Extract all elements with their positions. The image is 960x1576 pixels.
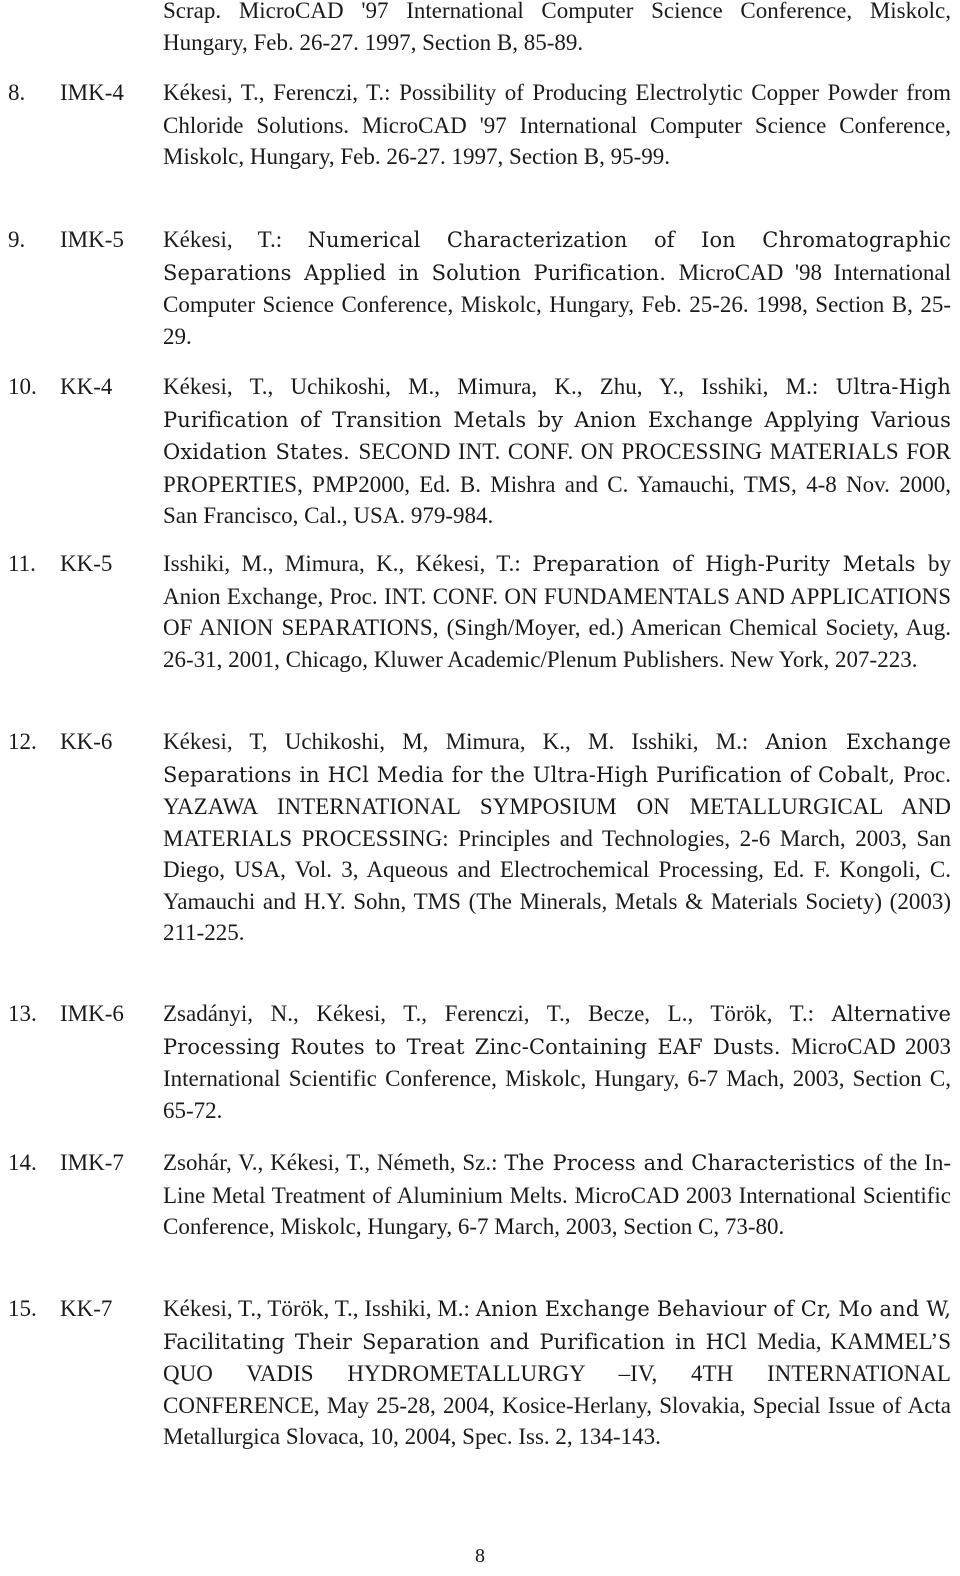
- reference-details: by Anion Exchange, Proc. INT. CONF. ON FUNDAMENTALS AND APPLICATIONS OF ANION SEPARATIONS, (Singh/Moyer, ed.) American Chemical Society, Aug. 26-31, 2001, Chicago, Kluwer Academic/Plenum Publishers. New York, 207-223.: [163, 551, 951, 672]
- reference-code: KK-6: [60, 729, 113, 754]
- reference-number: 8.: [8, 80, 26, 105]
- reference-number: 9.: [8, 227, 26, 252]
- reference-authors: Kékesi, T.:: [163, 227, 308, 252]
- reference-code: IMK-7: [60, 1150, 124, 1175]
- reference-details: Possibility of Producing Electrolytic Copper Powder from Chloride Solutions. MicroCAD '97 International Computer Science Conference, Miskolc, Hungary, Feb. 26-27. 1997, Section B, 95-99.: [163, 80, 951, 169]
- reference-text: [163, 224, 951, 352]
- reference-title: Numerical Characterization of Ion Chromatographic Separations Applied in Solution Purification.: [163, 228, 952, 285]
- reference-number: 10.: [8, 374, 37, 399]
- reference-number: 13.: [8, 1001, 37, 1026]
- reference-code: KK-5: [60, 551, 113, 576]
- reference-text: [163, 1293, 951, 1453]
- reference-authors: Isshiki, M., Mimura, K., Kékesi, T.:: [163, 551, 533, 576]
- reference-number: 14.: [8, 1150, 37, 1175]
- reference-title: Ultra-High Purification of Transition Metals by Anion Exchange Applying Various Oxidation States.: [163, 375, 951, 464]
- reference-details: SECOND INT. CONF. ON PROCESSING MATERIALS FOR PROPERTIES, PMP2000, Ed. B. Mishra and C. Yamauchi, TMS, 4-8 Nov. 2000, San Francisco, Cal., USA. 979-984.: [163, 439, 951, 528]
- reference-details: MicroCAD '98 International Computer Science Conference, Miskolc, Hungary, Feb. 25-26. 1998, Section B, 25-29.: [163, 259, 952, 349]
- reference-authors: Kékesi, T., Ferenczi, T.:: [163, 80, 400, 105]
- reference-text: [163, 998, 951, 1126]
- reference-code: IMK-6: [60, 1001, 124, 1026]
- reference-text: [163, 77, 951, 173]
- reference-text: [163, 1147, 951, 1243]
- reference-details: of the In-Line Metal Treatment of Aluminium Melts. MicroCAD 2003 International Scientific Conference, Miskolc, Hungary, 6-7 March, 2003, Section C, 73-80.: [163, 1150, 951, 1239]
- reference-authors: Zsadányi, N., Kékesi, T., Ferenczi, T., Becze, L., Török, T.:: [163, 1001, 832, 1026]
- reference-details: Proc. YAZAWA INTERNATIONAL SYMPOSIUM ON METALLURGICAL AND MATERIALS PROCESSING: Principles and Technologies, 2-6 March, 2003, San Diego, USA, Vol. 3, Aqueous and Electrochemical Processing, Ed. F. Kongoli, C. Yamauchi and H.Y. Sohn, TMS (The Minerals, Metals & Materials Society) (2003) 211-225.: [163, 761, 951, 945]
- reference-code: KK-4: [60, 374, 113, 399]
- reference-text: [163, 548, 951, 675]
- reference-authors: Zsohár, V., Kékesi, T., Németh, Sz.:: [163, 1150, 505, 1175]
- reference-number: 12.: [8, 729, 37, 754]
- reference-authors: Kékesi, T, Uchikoshi, M, Mimura, K., M. Isshiki, M.:: [163, 729, 766, 754]
- reference-details: MicroCAD 2003 International Scientific Conference, Miskolc, Hungary, 6-7 Mach, 2003, Section C, 65-72.: [163, 1033, 951, 1123]
- reference-code: IMK-4: [60, 80, 124, 105]
- reference-details: Media, KAMMEL’S QUO VADIS HYDROMETALLURGY –IV, 4TH INTERNATIONAL CONFERENCE, May 25-28, 2004, Kosice-Herlany, Slovakia, Special Issue of Acta Metallurgica Slovaca, 10, 2004, Spec. Iss. 2, 134-143.: [163, 1328, 951, 1449]
- reference-title: The Process and Characteristics: [504, 1151, 864, 1175]
- reference-text: [163, 726, 951, 949]
- reference-text: [163, 371, 951, 532]
- reference-title: Alternative Processing Routes to Treat Zinc-Containing EAF Dusts.: [163, 1002, 951, 1059]
- reference-authors: Kékesi, T., Uchikoshi, M., Mimura, K., Zhu, Y., Isshiki, M.:: [163, 374, 836, 399]
- reference-number: 15.: [8, 1296, 37, 1321]
- continued-reference-text: Scrap. MicroCAD '97 International Computer Science Conference, Miskolc, Hungary, Feb. 26-27. 1997, Section B, 85-89.: [163, 0, 951, 55]
- reference-title: Anion Exchange Behaviour of Cr, Mo and W, Facilitating Their Separation and Purification in HCl: [163, 1297, 951, 1354]
- reference-authors: Kékesi, T., Török, T., Isshiki, M.:: [163, 1296, 476, 1321]
- reference-title: Preparation of High-Purity Metals: [532, 552, 928, 576]
- reference-title: Anion Exchange Separations in HCl Media for the Ultra-High Purification of Cobalt,: [163, 730, 951, 787]
- reference-code: KK-7: [60, 1296, 113, 1321]
- page-number: 8: [475, 1545, 485, 1567]
- reference-number: 11.: [8, 551, 36, 576]
- reference-code: IMK-5: [60, 227, 124, 252]
